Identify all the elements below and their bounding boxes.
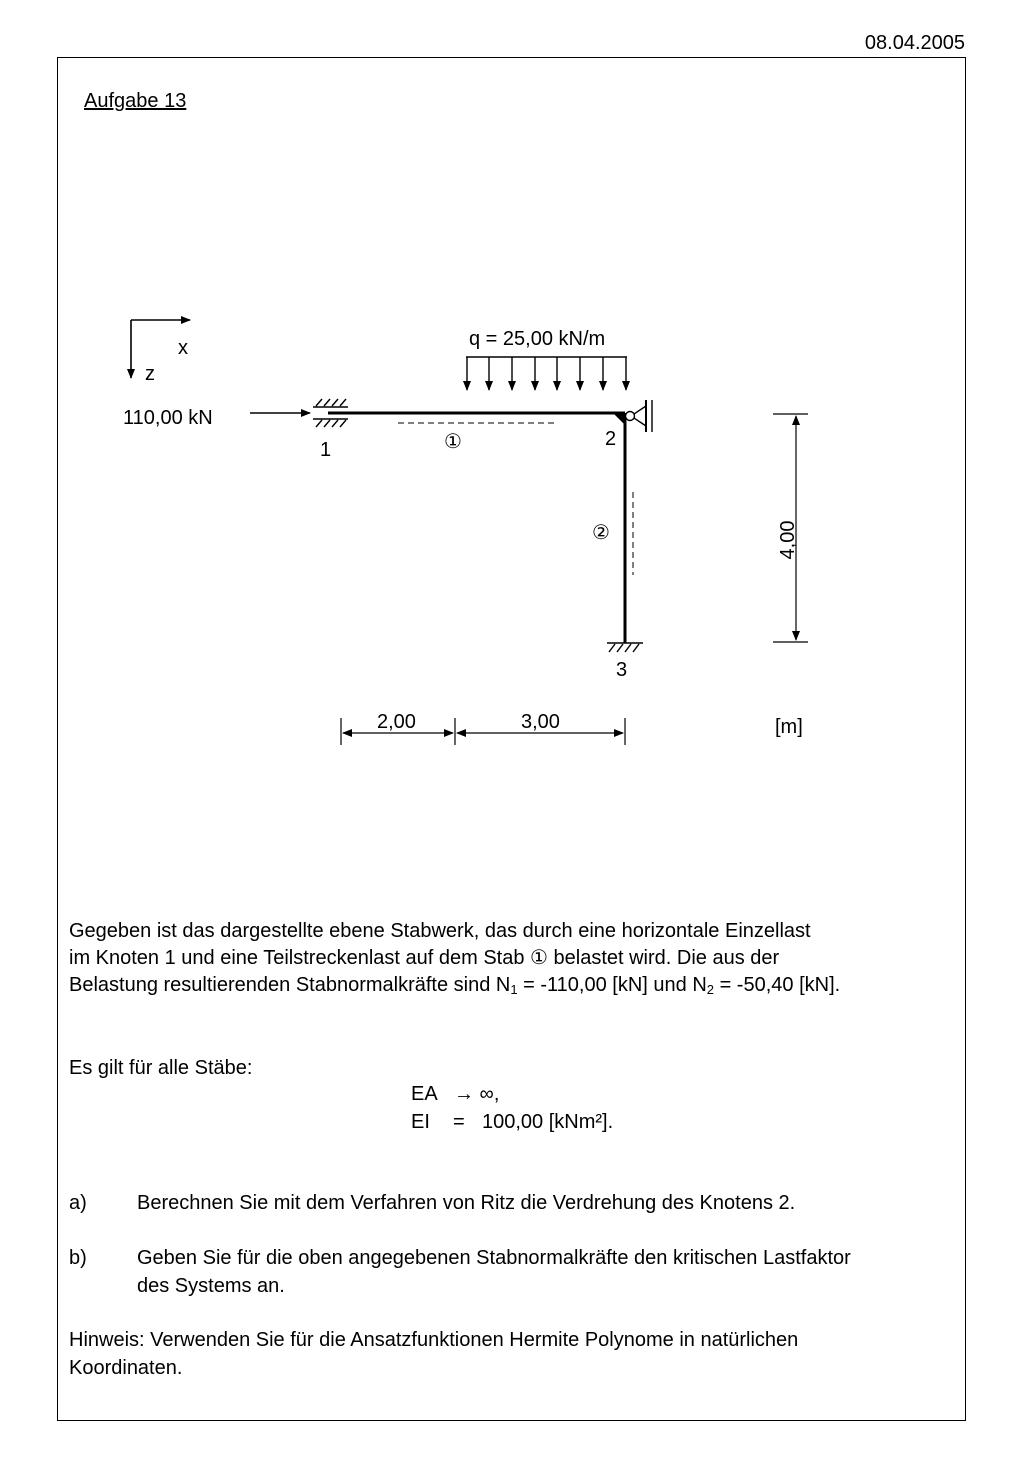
subscript-2: 2 [706, 982, 715, 997]
description-line-2: im Knoten 1 und eine Teilstreckenlast auf dem Stab ① belastet wird. Die aus der [69, 947, 780, 969]
coordinate-axes [131, 320, 190, 385]
ei-value: 100,00 [kNm²]. [482, 1111, 614, 1133]
point-load-label: 110,00 kN [123, 407, 213, 429]
point-load [123, 407, 310, 429]
axis-x-label: x [178, 337, 188, 359]
dimension-right-label: 3,00 [521, 711, 560, 733]
bar-1-label: ① [444, 431, 462, 453]
description-line-3b: = -110,00 [kN] und N [517, 974, 707, 996]
support-node-2 [626, 400, 653, 432]
distributed-load [466, 357, 627, 390]
description-line-1: Gegeben ist das dargestellte ebene Stabwerk, das durch eine horizontale Einzellast [69, 920, 811, 942]
rigid-corner [613, 413, 625, 425]
task-b-label: b) [69, 1247, 87, 1269]
support-node-3 [607, 643, 643, 652]
ei-label: EI [411, 1111, 430, 1133]
task-b-line-1: Geben Sie für die oben angegebenen Stabnormalkräfte den kritischen Lastfaktor [137, 1247, 851, 1269]
task-a-text: Berechnen Sie mit dem Verfahren von Ritz die Verdrehung des Knotens 2. [137, 1192, 796, 1214]
hint-line-1: Hinweis: Verwenden Sie für die Ansatzfunktionen Hermite Polynome in natürlichen [69, 1329, 799, 1351]
axis-z-label: z [145, 363, 155, 385]
date: 08.04.2005 [864, 32, 965, 54]
subscript-1: 1 [510, 982, 518, 997]
ea-value: → ∞, [454, 1083, 500, 1105]
dimension-vertical-label: 4,00 [777, 520, 799, 560]
description-line-3c: = -50,40 [kN]. [714, 974, 841, 996]
hint-line-2: Koordinaten. [69, 1357, 183, 1379]
node-2-label: 2 [605, 428, 617, 450]
dimension-left-label: 2,00 [377, 711, 416, 733]
description-line-3a: Belastung resultierenden Stabnormalkräfte sind N [69, 974, 511, 996]
node-3-label: 3 [616, 659, 628, 681]
task-b-line-2: des Systems an. [137, 1275, 285, 1297]
description-line-3 [69, 971, 840, 999]
ea-label: EA [411, 1083, 438, 1105]
node-1-label: 1 [320, 439, 332, 461]
distributed-load-label: q = 25,00 kN/m [469, 328, 606, 350]
given-statement: Es gilt für alle Stäbe: [69, 1057, 253, 1079]
ei-equals: = [453, 1111, 465, 1133]
unit-label: [m] [775, 716, 803, 738]
exercise-title: Aufgabe 13 [84, 90, 187, 112]
task-a-label: a) [69, 1192, 87, 1214]
bar-2-label: ② [592, 522, 610, 544]
